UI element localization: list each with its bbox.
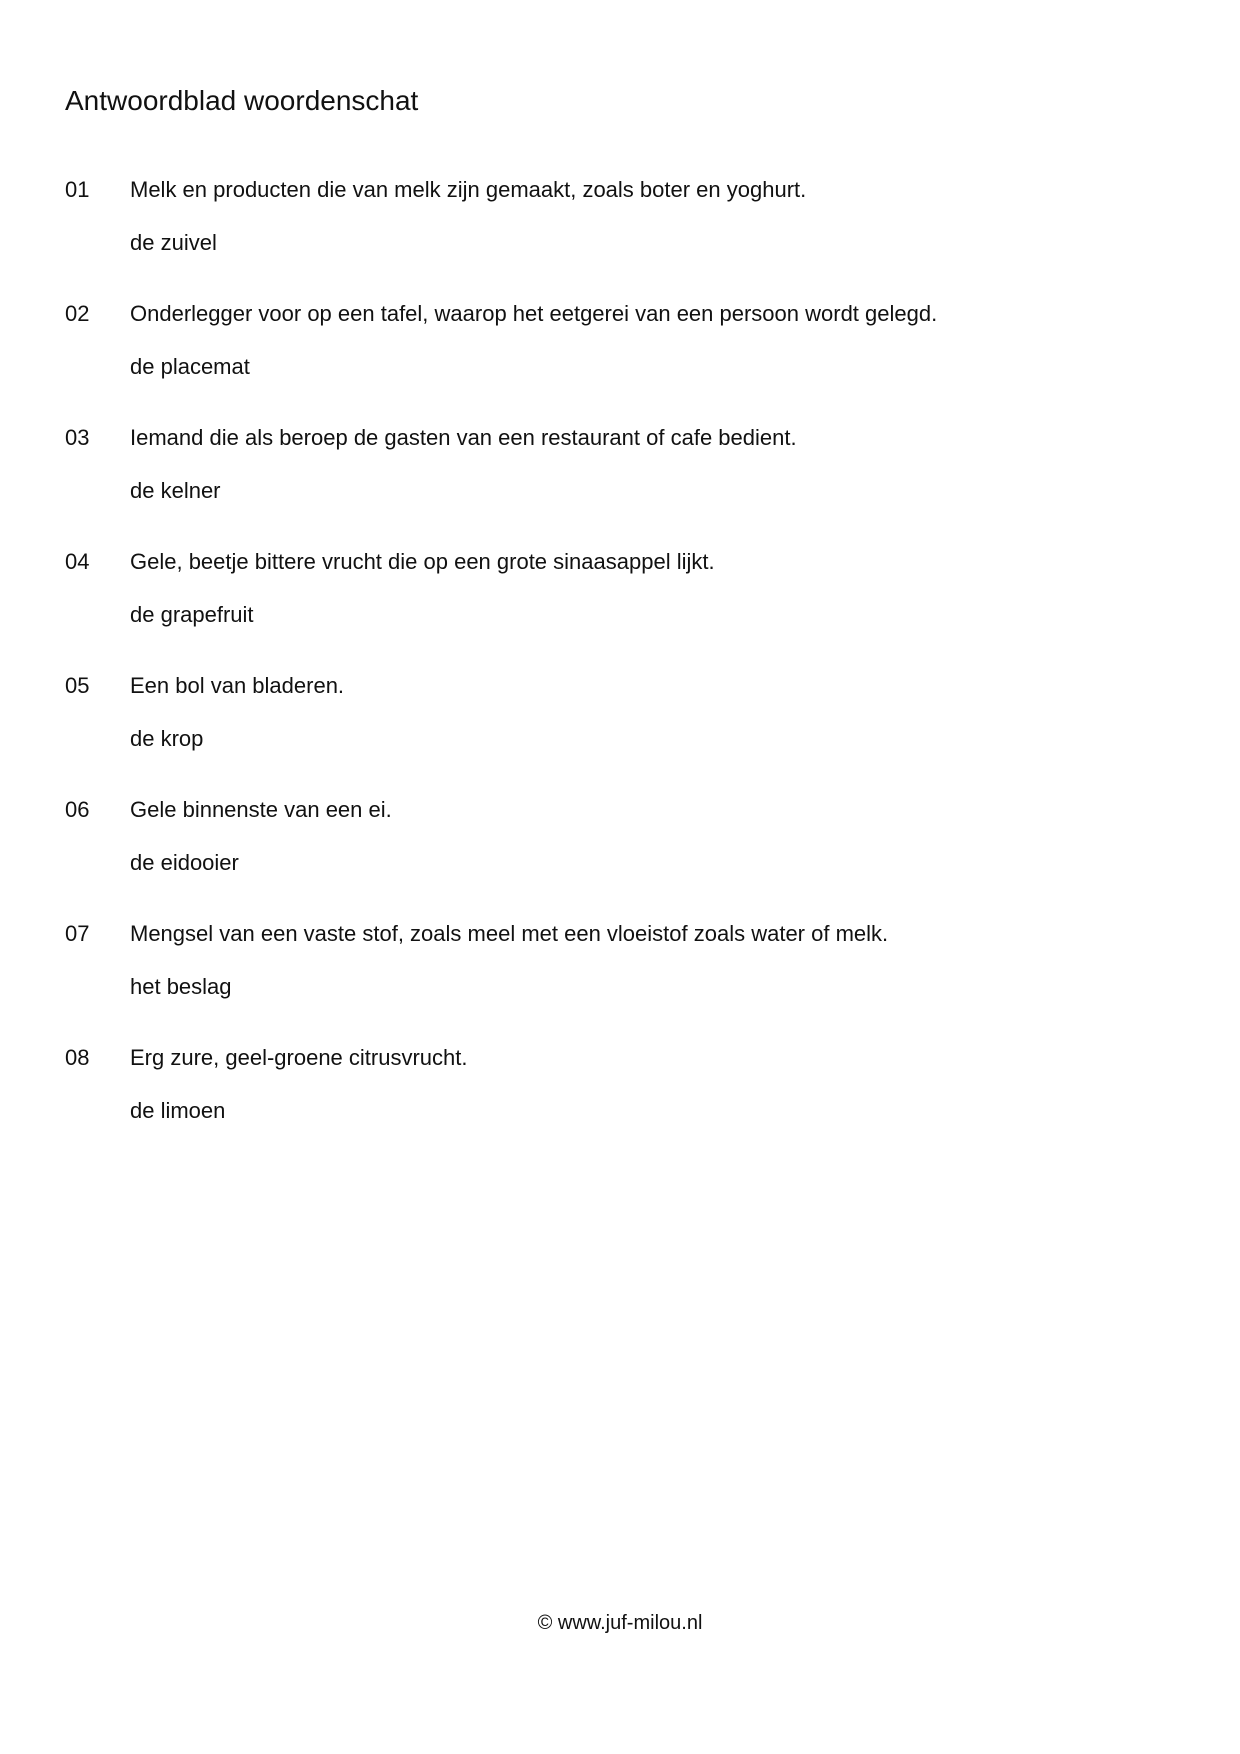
copyright-footer: © www.juf-milou.nl <box>537 1612 703 1634</box>
vocabulary-entry <box>65 176 1165 300</box>
entry-definition: Gele, beetje bittere vrucht die op een grote sinaasappel lijkt. <box>130 549 715 574</box>
page-title: Antwoordblad woordenschat <box>65 85 419 116</box>
entry-definition: Gele binnenste van een ei. <box>130 797 392 822</box>
entry-answer: de grapefruit <box>130 602 254 627</box>
vocabulary-entry <box>65 920 1165 1044</box>
entry-answer: de placemat <box>130 354 250 379</box>
entry-number: 01 <box>65 177 90 202</box>
entry-answer: de krop <box>130 726 204 751</box>
vocabulary-entry <box>65 796 1165 920</box>
entry-number: 03 <box>65 425 90 450</box>
entry-answer: de zuivel <box>130 230 217 255</box>
entry-number: 07 <box>65 921 90 946</box>
entry-definition: Melk en producten die van melk zijn gemaakt, zoals boter en yoghurt. <box>130 177 807 202</box>
vocabulary-entry <box>65 424 1165 548</box>
vocabulary-entry <box>65 300 1165 424</box>
entry-number: 08 <box>65 1045 90 1070</box>
entry-answer: de limoen <box>130 1098 226 1123</box>
vocabulary-entry <box>65 672 1165 796</box>
vocabulary-entry <box>65 548 1165 672</box>
entry-definition: Een bol van bladeren. <box>130 673 345 698</box>
entry-definition: Iemand die als beroep de gasten van een restaurant of cafe bedient. <box>130 425 797 450</box>
entry-number: 05 <box>65 673 90 698</box>
entry-answer: de kelner <box>130 478 221 503</box>
entry-definition: Mengsel van een vaste stof, zoals meel met een vloeistof zoals water of melk. <box>130 921 889 946</box>
entry-number: 02 <box>65 301 90 326</box>
entry-number: 06 <box>65 797 90 822</box>
vocabulary-list <box>65 176 1165 1168</box>
entry-definition: Onderlegger voor op een tafel, waarop het eetgerei van een persoon wordt gelegd. <box>130 301 938 326</box>
entry-answer: het beslag <box>130 974 232 999</box>
entry-answer: de eidooier <box>130 850 239 875</box>
vocabulary-entry <box>65 1044 1165 1168</box>
entry-number: 04 <box>65 549 90 574</box>
entry-definition: Erg zure, geel-groene citrusvrucht. <box>130 1045 468 1070</box>
